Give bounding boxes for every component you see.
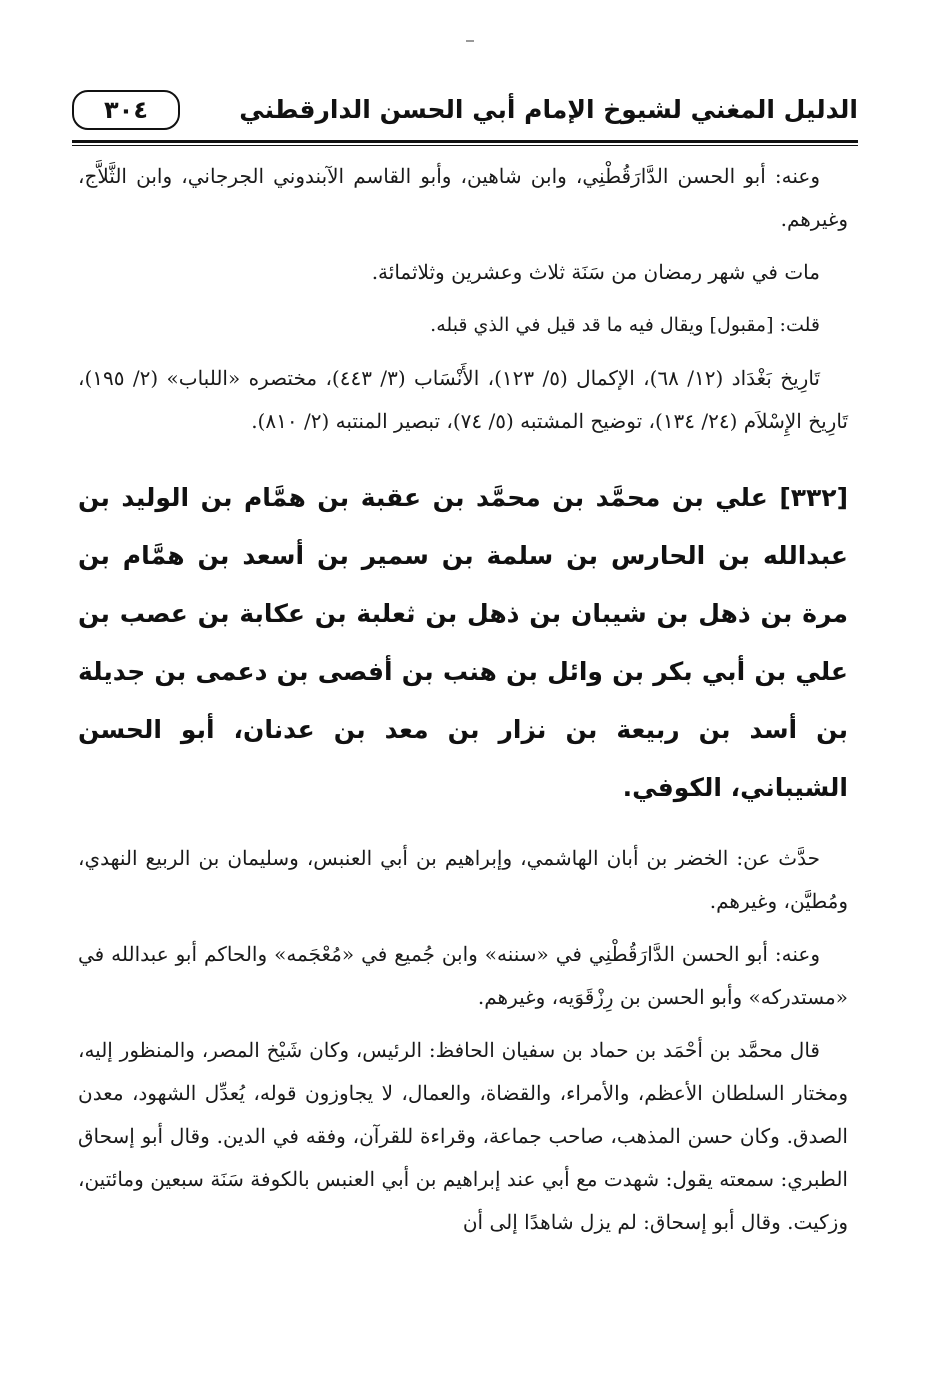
header-rule xyxy=(72,140,858,143)
sources-paragraph: تَارِيخ بَغْدَاد (١٢/ ٦٨)، الإكمال (٥/ ١٢٣)، الأَنْسَاب (٣/ ٤٤٣)، مختصره «اللباب» (٢/ ١٩٥)، تَارِيخ الإِسْلاَم (٢٤/ ١٣٤)، توضيح المشتبه (٥/ ٧٤)، تبصير المنتبه (٢/ ٨١٠). xyxy=(78,366,848,433)
page-number: ٣٠٤ xyxy=(72,90,180,130)
biography-paragraph: قال محمَّد بن أحْمَد بن حماد بن سفيان الحافظ: الرئيس، وكان شَيْخ المصر، والمنظور إليه، ومختار السلطان الأعظم، والأمراء، والقضاة، والعمال، لا يجاوزون قوله، يُعدِّل الشهود، معدن الصدق. وكان حسن المذهب، صاحب جماعة، وقراءة للقرآن، وفقه في الدين. وقال أبو إسحاق الطبري: سمعته يقول: شهدت مع أبي عند إبراهيم بن أبي العنبس بالكوفة سَنَة سبعين ومائتين، وزكيت. وقال أبو إسحاق: لم يزل شاهدًا إلى أن xyxy=(78,1038,848,1234)
death-paragraph: مات في شهر رمضان من سَنَة ثلاث وعشرين وثلاثمائة. xyxy=(371,260,820,284)
verdict-paragraph: قلت: [مقبول] ويقال فيه ما قد قيل في الذي قبله. xyxy=(430,314,820,336)
scan-mark xyxy=(466,40,474,42)
entry-heading: [٣٣٢] علي بن محمَّد بن محمَّد بن عقبة بن همَّام بن الوليد بن عبدالله بن الحارس بن سلمة بن سمير بن أسعد بن همَّام بن مرة بن ذهل بن شيبان بن ذهل بن ثعلبة بن عكابة بن عصب بن علي بن أبي بكر بن وائل بن هنب بن أفصى بن دعمى بن جديلة بن أسد بن ربيعة بن نزار بن معد بن عدنان، أبو الحسن الشيباني، الكوفي. xyxy=(78,483,848,802)
students-paragraph: وعنه: أبو الحسن الدَّارَقُطْنِي في «سننه» وابن جُميع في «مُعْجَمه» والحاكم أبو عبدالله في «مستدركه» وأبو الحسن بن رِزْقَوَيه، وغيرهم. xyxy=(78,942,848,1009)
page-body xyxy=(78,155,848,1244)
page-header xyxy=(72,88,858,136)
narrators-paragraph: وعنه: أبو الحسن الدَّارَقُطْنِي، وابن شاهين، وأبو القاسم الآبندوني الجرجاني، وابن الثَّلاَّج، وغيرهم. xyxy=(78,164,848,231)
header-rule-thin xyxy=(72,145,858,146)
running-title: الدليل المغني لشيوخ الإمام أبي الحسن الدارقطني xyxy=(239,95,858,124)
teachers-paragraph: حدَّث عن: الخضر بن أبان الهاشمي، وإبراهيم بن أبي العنبس، وسليمان بن الربيع النهدي، ومُطيَّن، وغيرهم. xyxy=(78,846,848,913)
